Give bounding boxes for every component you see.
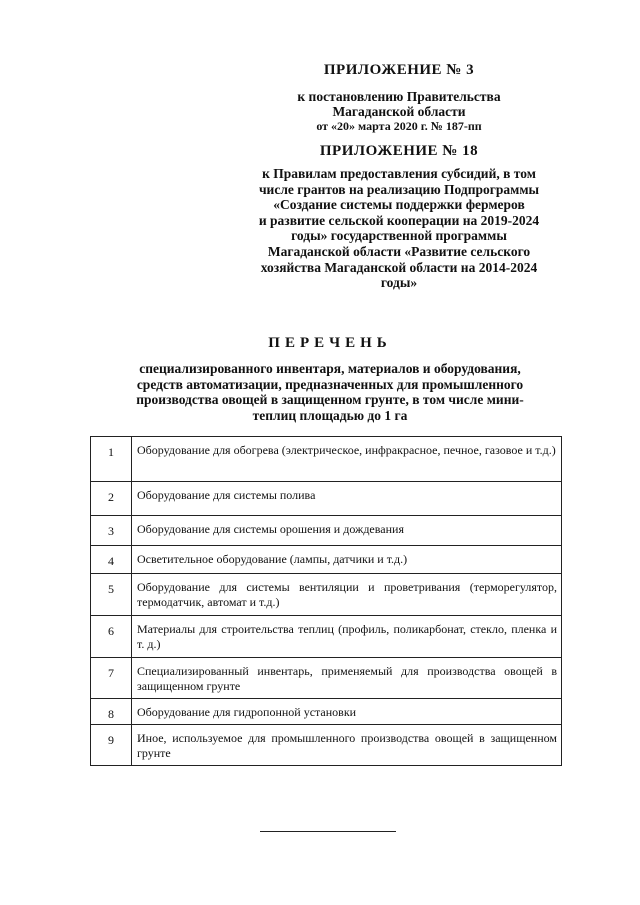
table-row — [91, 725, 562, 766]
row-number: 9 — [91, 725, 132, 766]
items-table — [90, 436, 562, 766]
decree-line-2: Магаданской области — [332, 104, 466, 119]
rules-line: и развитие сельской кооперации на 2019-2024 — [258, 212, 540, 228]
row-description: Иное, используемое для промышленного производства овощей в защищенном грунте — [132, 725, 562, 766]
rules-line: хозяйства Магаданской области на 2014-2024 — [260, 259, 538, 275]
row-number: 6 — [91, 616, 132, 658]
subtitle-line: теплиц площадью до 1 га — [252, 407, 408, 423]
list-subtitle — [100, 361, 560, 423]
row-description: Оборудование для обогрева (электрическое, инфракрасное, печное, газовое и т.д.) — [132, 437, 562, 482]
subtitle-line: специализированного инвентаря, материалов и оборудования, — [139, 361, 521, 376]
table-row — [91, 574, 562, 616]
row-description: Материалы для строительства теплиц (профиль, поликарбонат, стекло, пленка и т. д.) — [132, 616, 562, 658]
rules-line: годы» — [380, 275, 418, 291]
subtitle-line: средств автоматизации, предназначенных для промышленного — [136, 376, 524, 392]
rules-line: «Создание системы поддержки фермеров — [273, 197, 525, 213]
decree-reference — [244, 89, 554, 134]
row-description: Оборудование для гидропонной установки — [132, 699, 562, 725]
table-row — [91, 616, 562, 658]
decree-line-1: к постановлению Правительства — [297, 89, 501, 104]
rules-line: числе грантов на реализацию Подпрограммы — [258, 181, 540, 197]
appendix-title-secondary: ПРИЛОЖЕНИЕ № 18 — [319, 143, 479, 159]
row-description: Оборудование для системы вентиляции и проветривания (терморегулятор, термодатчик, автомат и т.д.) — [132, 574, 562, 616]
row-number: 4 — [91, 546, 132, 574]
closing-divider — [260, 831, 396, 832]
row-number: 5 — [91, 574, 132, 616]
table-row — [91, 516, 562, 546]
list-title: ПЕРЕЧЕНЬ — [268, 335, 392, 351]
appendix-title: ПРИЛОЖЕНИЕ № 3 — [323, 62, 475, 78]
row-description: Осветительное оборудование (лампы, датчики и т.д.) — [132, 546, 562, 574]
subtitle-line: производства овощей в защищенном грунте, в том числе мини- — [136, 392, 524, 408]
table-row — [91, 658, 562, 699]
decree-date: от «20» марта 2020 г. № 187-пп — [316, 119, 482, 133]
row-number: 1 — [91, 437, 132, 482]
rules-line: годы» государственной программы — [291, 228, 507, 244]
rules-line: Магаданской области «Развитие сельского — [267, 243, 531, 259]
table-row — [91, 699, 562, 725]
rules-reference — [226, 166, 572, 291]
row-description: Специализированный инвентарь, применяемый для производства овощей в защищенном грунте — [132, 658, 562, 699]
row-description: Оборудование для системы полива — [132, 482, 562, 516]
rules-line: к Правилам предоставления субсидий, в том — [262, 166, 536, 181]
row-number: 7 — [91, 658, 132, 699]
table-row — [91, 437, 562, 482]
table-row — [91, 482, 562, 516]
row-number: 3 — [91, 516, 132, 546]
row-number: 2 — [91, 482, 132, 516]
table-row — [91, 546, 562, 574]
row-description: Оборудование для системы орошения и дождевания — [132, 516, 562, 546]
row-number: 8 — [91, 699, 132, 725]
